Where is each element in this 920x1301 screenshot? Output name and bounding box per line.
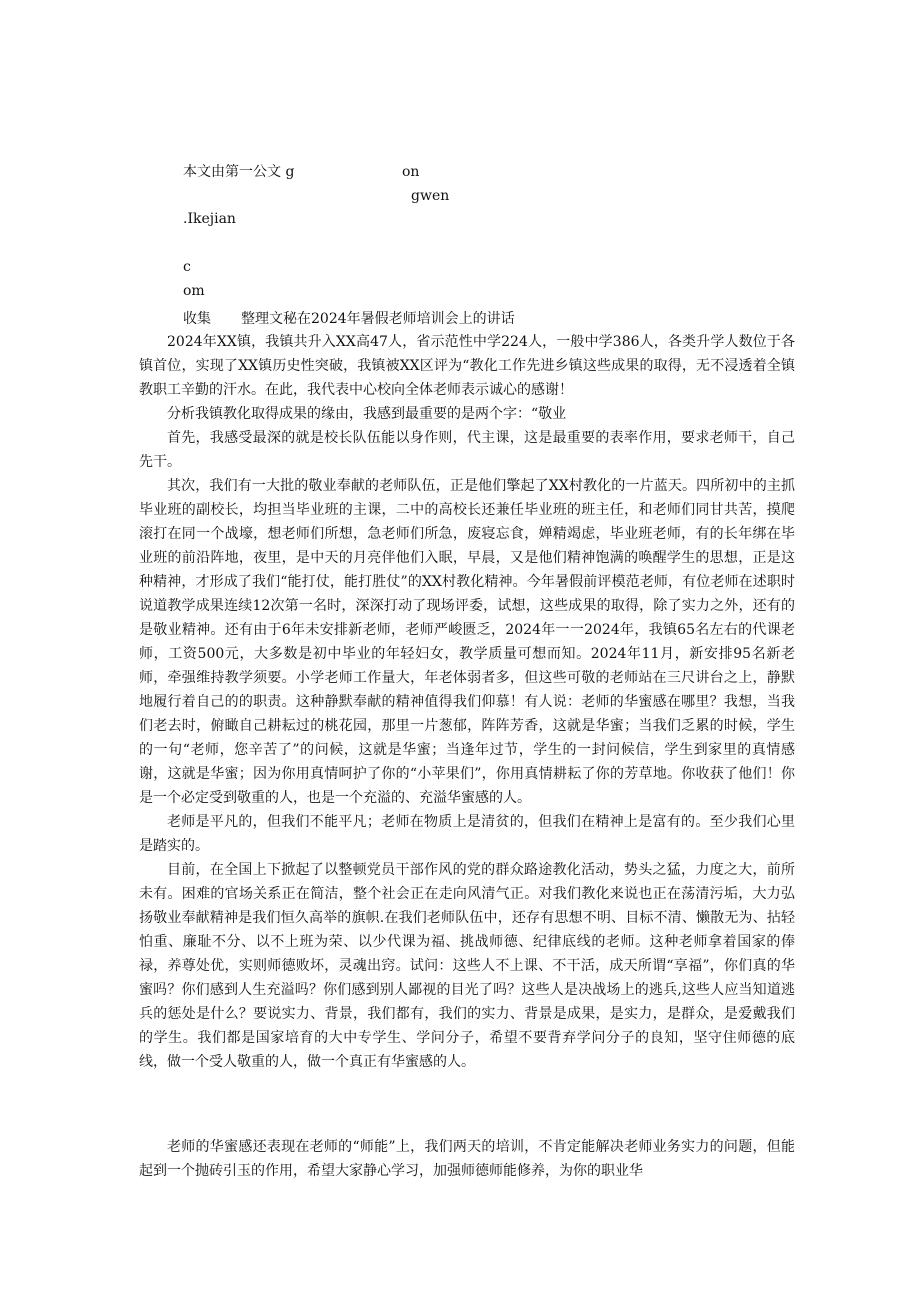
- paragraph-first: 首先，我感受最深的就是校长队伍能以身作则，代主课，这是最重要的表率作用，要求老师干，自己先干。: [139, 430, 795, 470]
- paragraph-reason: 分析我镇教化取得成果的缘由，我感到最重要的是两个字：“敬业: [167, 406, 567, 422]
- collected-label: 收集: [183, 311, 211, 327]
- paragraph-achievement: 2024年XX镇，我镇共升入XX高47人，省示范性中学224人，一般中学386人，各类升学人数位于各镇首位，实现了XX镇历史性突破，我镇被XX区评为“教化工作先进乡镇这些成果的取得，无不浸透着全镇教职工辛勤的汗水。在此，我代表中心校向全体老师表示诚心的感谢！: [139, 334, 795, 398]
- document-body: [139, 330, 795, 1074]
- document-title-line: [183, 310, 515, 328]
- source-note-fragment-gwen: gwen: [411, 188, 450, 204]
- source-note-fragment-c: c: [183, 259, 191, 275]
- source-note-fragment-om: om: [183, 283, 205, 299]
- paragraph-current: 目前，在全国上下掀起了以整顿党员干部作风的党的群众路途教化活动，势头之猛，力度之大，前所未有。困难的官场关系正在简洁，整个社会正在走向风清气正。对我们教化来说也正在荡清污垢，大力弘扬敬业奉献精神是我们恒久高举的旗帜.在我们老师队伍中，还存有思想不明、目标不清、懒散无为、拈轻怕重、廉耻不分、以不上班为荣、以少代课为福、挑战师德、纪律底线的老师。这种老师拿着国家的俸禄，养尊处优，实则师德败坏，灵魂出窍。试问：这些人不上课、不干活，成天所谓“享福”，你们真的华蜜吗？你们感到人生充溢吗？你们感到别人鄙视的目光了吗？这些人是决战场上的逃兵,这些人应当知道逃兵的惩处是什么？要说实力、背景，我们都有，我们的实力、背景是成果，是实力，是群众，是爱戴我们的学生。我们都是国家培育的大中专学生、学问分子，希望不要背弃学问分子的良知，坚守住师德的底线，做一个受人敬重的人，做一个真正有华蜜感的人。: [139, 862, 795, 1070]
- paragraph-ordinary: 老师是平凡的，但我们不能平凡；老师在物质上是清贫的，但我们在精神上是富有的。至少我们心里是踏实的。: [139, 814, 795, 854]
- document-body-continued: [139, 1135, 795, 1183]
- paragraph-second: 其次，我们有一大批的敬业奉献的老师队伍，正是他们擎起了XX村教化的一片蓝天。四所初中的主抓毕业班的副校长，均担当毕业班的主课，二中的高校长还兼任毕业班的班主任，和老师们同甘共苦，摸爬滚打在同一个战壕，想老师们所想，急老师们所急，废寝忘食，婵精竭虑，毕业班老师，有的长年绑在毕业班的前沿阵地，夜里，是中天的月亮伴他们入眠，早晨，又是他们精神饱满的唤醒学生的思想，正是这种精神，才形成了我们“能打仗，能打胜仗”的XX村教化精神。今年暑假前评模范老师，有位老师在述职时说道教学成果连续12次第一名时，深深打动了现场评委，试想，这些成果的取得，除了实力之外，还有的是敬业精神。还有由于6年未安排新老师，老师严峻匮乏，2024年一一2024年，我镇65名左右的代课老师，工资500元，大多数是初中毕业的年轻妇女，教学质量可想而知。2024年11月，新安排95名新老师，牵强维持教学须要。小学老师工作量大，年老体弱者多，但这些可敬的老师站在三尺讲台之上，静默地履行着自己的的职责。这种静默奉献的精神值得我们仰慕！有人说：老师的华蜜感在哪里？我想，当我们老去时，俯瞰自己耕耘过的桃花园，那里一片葱郁，阵阵芳香，这就是华蜜；当我们乏累的时候，学生的一句“老师，您辛苦了”的问候，这就是华蜜；当逢年过节，学生的一封问候信，学生到家里的真情感谢，这就是华蜜；因为你用真情呵护了你的“小苹果们”，你用真情耕耘了你的芳草地。你收获了他们！你是一个必定受到敬重的人，也是一个充溢的、充溢华蜜感的人。: [139, 478, 795, 806]
- paragraph-ability: 老师的华蜜感还表现在老师的“师能”上，我们两天的培训，不肯定能解决老师业务实力的问题，但能起到一个抛砖引玉的作用，希望大家静心学习，加强师德师能修养，为你的职业华: [139, 1139, 795, 1179]
- source-note-prefix: 本文由第一公文 g: [183, 164, 295, 180]
- source-note-fragment-on: on: [402, 164, 420, 180]
- document-title: 整理文秘在2024年暑假老师培训会上的讲话: [241, 311, 515, 327]
- source-note-fragment-ikejian: .Ikejian: [183, 211, 236, 227]
